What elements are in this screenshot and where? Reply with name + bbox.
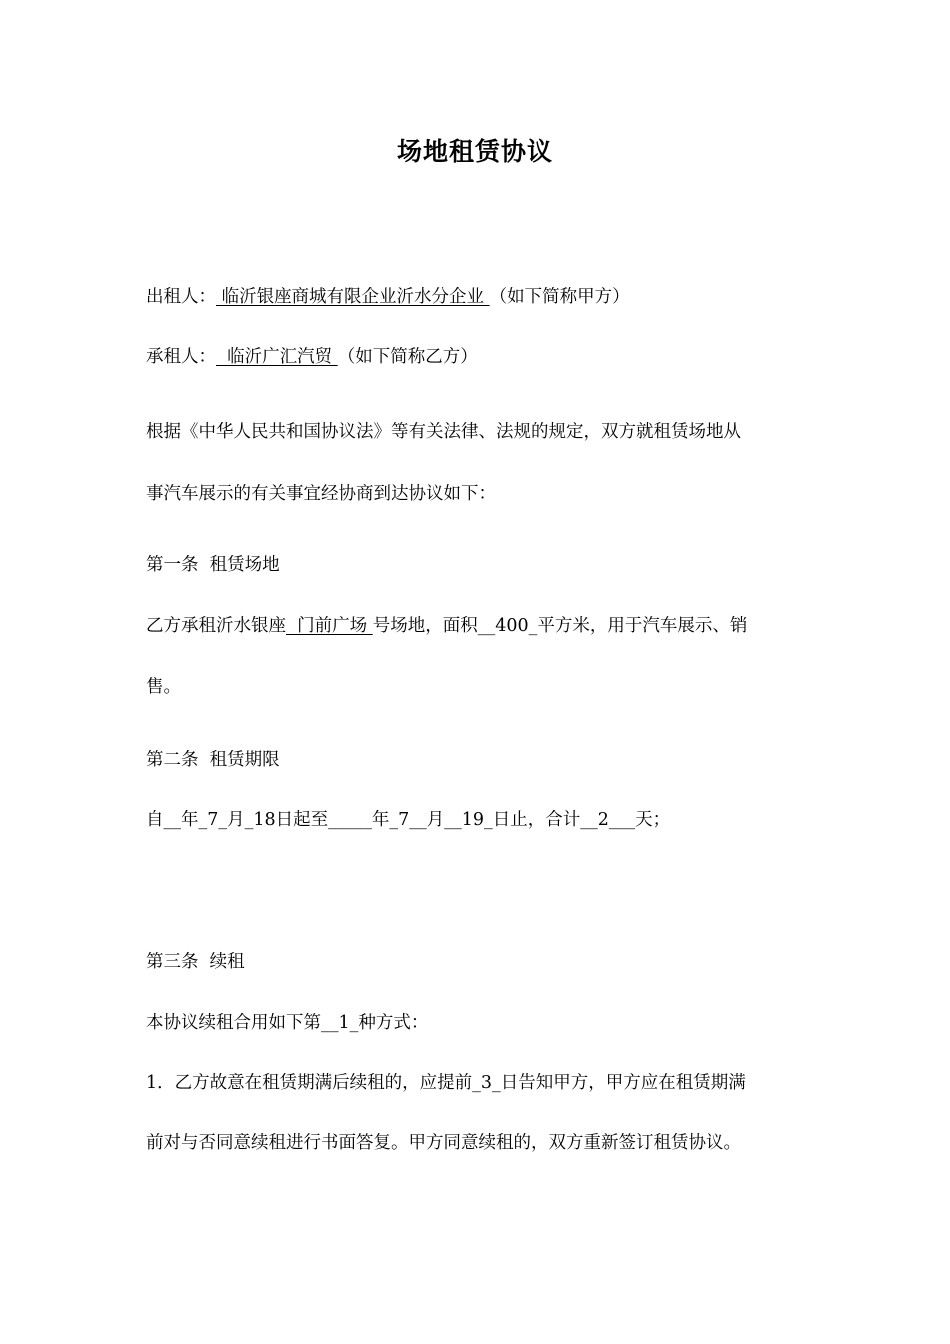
- article1-place: 门前广场: [286, 616, 373, 636]
- lessee-name: 临沂广汇汽贸: [216, 347, 338, 367]
- article1-pre: 乙方承租沂水银座: [146, 616, 286, 636]
- lessor-label: 出租人：: [146, 287, 216, 307]
- intro-line-2: 事汽车展示的有关事宜经协商到达协议如下：: [146, 484, 496, 504]
- article2-text: 自__年_7_月_18日起至_____年_7__月__19_日止，合计__2___天；: [146, 810, 671, 830]
- lessee-label: 承租人：: [146, 347, 216, 367]
- article3-heading: 第三条 续租: [146, 952, 245, 972]
- intro-line-1: 根据《中华人民共和国协议法》等有关法律、法规的规定，双方就租赁场地从: [146, 422, 741, 442]
- article1-paragraph-line-2: 售。: [146, 677, 181, 697]
- article3-text: 本协议续租合用如下第__1_种方式：: [146, 1013, 429, 1033]
- article2-heading: 第二条 租赁期限: [146, 750, 280, 770]
- article1-heading: 第一条 租赁场地: [146, 555, 280, 575]
- article3-item1-line-1: 1．乙方故意在租赁期满后续租的，应提前_3_日告知甲方，甲方应在租赁期满: [146, 1073, 746, 1093]
- lessor-line: [146, 285, 630, 309]
- lessor-suffix: （如下简称甲方）: [489, 287, 630, 307]
- article3-item1-line-2: 前对与否同意续租进行书面答复。甲方同意续租的，双方重新签订租赁协议。: [146, 1133, 741, 1153]
- article1-post: 号场地，面积__400_平方米，用于汽车展示、销: [372, 616, 748, 636]
- article1-paragraph-line-1: [146, 614, 747, 638]
- lessee-line: [146, 345, 478, 369]
- lessee-suffix: （如下简称乙方）: [337, 347, 478, 367]
- lessor-name: 临沂银座商城有限企业沂水分企业: [216, 287, 490, 307]
- document-title: 场地租赁协议: [396, 137, 553, 166]
